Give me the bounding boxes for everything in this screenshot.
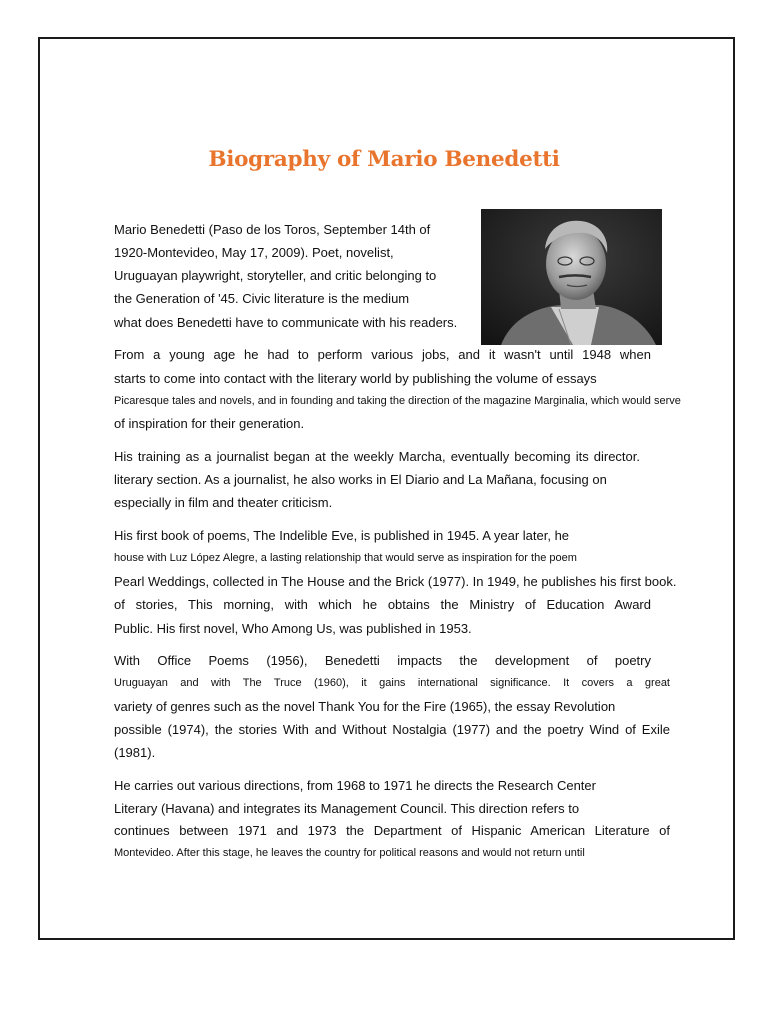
paragraph-6-line: Montevideo. After this stage, he leaves the country for political reasons and would not return until (114, 847, 585, 859)
paragraph-4-line: of stories, This morning, with which he obtains the Ministry of Education Award (114, 597, 651, 612)
paragraph-3-line: literary section. As a journalist, he also works in El Diario and La Mañana, focusing on (114, 472, 607, 487)
paragraph-3-line: His training as a journalist began at the weekly Marcha, eventually becoming its director. (114, 449, 640, 464)
paragraph-5-line: (1981). (114, 745, 156, 760)
paragraph-1-line: the Generation of '45. Civic literature is the medium (114, 291, 410, 306)
paragraph-6-line: continues between 1971 and 1973 the Department of Hispanic American Literature of (114, 823, 670, 838)
paragraph-2-line: of inspiration for their generation. (114, 416, 305, 431)
paragraph-4-line: Public. His first novel, Who Among Us, was published in 1953. (114, 621, 472, 636)
author-photo (481, 209, 662, 345)
paragraph-5-line: With Office Poems (1956), Benedetti impacts the development of poetry (114, 653, 651, 668)
paragraph-3-line: especially in film and theater criticism. (114, 495, 333, 510)
portrait-image (481, 209, 662, 345)
page-title: Biography of Mario Benedetti (208, 147, 560, 172)
paragraph-6-line: Literary (Havana) and integrates its Management Council. This direction refers to (114, 801, 580, 816)
paragraph-2-line: starts to come into contact with the literary world by publishing the volume of essays (114, 371, 597, 386)
paragraph-5-line: possible (1974), the stories With and Without Nostalgia (1977) and the poetry Wind of Exile (114, 722, 670, 737)
paragraph-4-line: house with Luz López Alegre, a lasting relationship that would serve as inspiration for the poem (114, 552, 577, 564)
paragraph-5-line: Uruguayan and with The Truce (1960), it gains international significance. It covers a great (114, 677, 670, 689)
paragraph-4-line: Pearl Weddings, collected in The House and the Brick (1977). In 1949, he publishes his first book. (114, 574, 677, 589)
paragraph-1-line: Uruguayan playwright, storyteller, and critic belonging to (114, 268, 437, 283)
paragraph-1-line: Mario Benedetti (Paso de los Toros, September 14th of (114, 222, 431, 237)
paragraph-5-line: variety of genres such as the novel Thank You for the Fire (1965), the essay Revolution (114, 699, 616, 714)
paragraph-2-line: From a young age he had to perform various jobs, and it wasn't until 1948 when (114, 347, 651, 362)
paragraph-2-line: Picaresque tales and novels, and in founding and taking the direction of the magazine Marginalia, which would serve (114, 395, 681, 407)
paragraph-6-line: He carries out various directions, from 1968 to 1971 he directs the Research Center (114, 778, 596, 793)
paragraph-4-line: His first book of poems, The Indelible Eve, is published in 1945. A year later, he (114, 528, 570, 543)
paragraph-1-line: 1920-Montevideo, May 17, 2009). Poet, novelist, (114, 245, 394, 260)
paragraph-1-line: what does Benedetti have to communicate with his readers. (114, 315, 458, 330)
